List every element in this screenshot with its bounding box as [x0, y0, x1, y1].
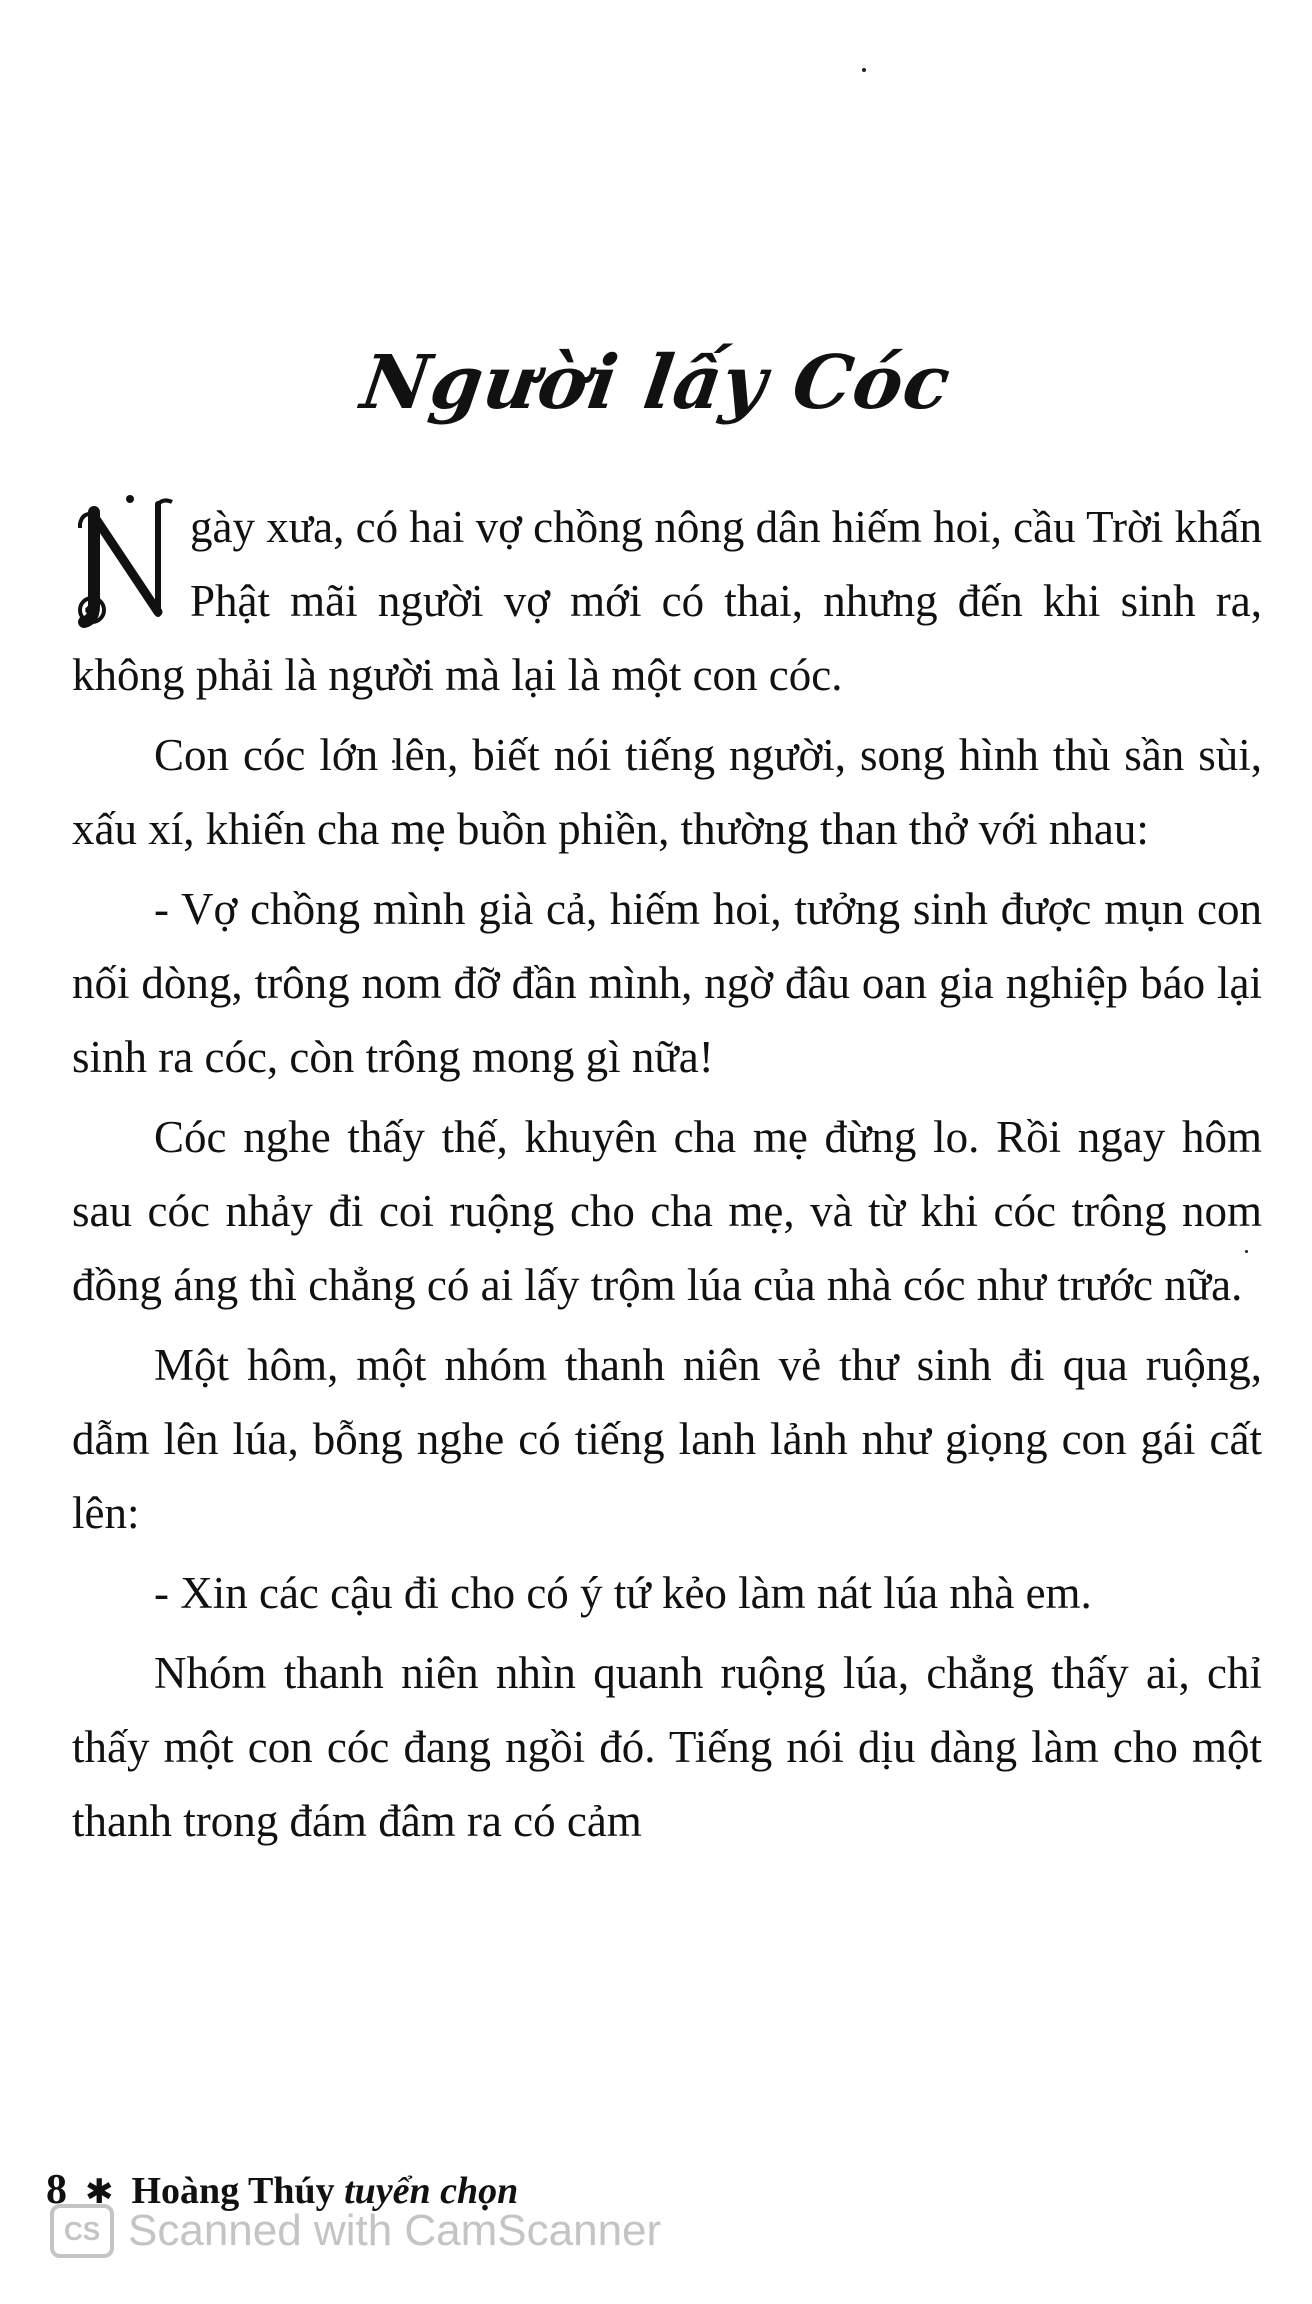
paragraph-3: - Vợ chồng mình già cả, hiếm hoi, tưởng sinh được mụn con nối dòng, trông nom đỡ đần mình, ngờ đâu oan gia nghiệp báo lại sinh ra cóc, còn trông mong gì nữa! — [72, 884, 1262, 1082]
paragraph-2: Con cóc lớn lên, biết nói tiếng người, song hình thù sần sùi, xấu xí, khiến cha mẹ buồn phiền, thường than thở với nhau: — [72, 730, 1262, 854]
scan-speck — [862, 68, 866, 72]
paragraph-6: - Xin các cậu đi cho có ý tứ kẻo làm nát lúa nhà em. — [154, 1568, 1092, 1618]
page-number: 8 — [46, 2167, 67, 2213]
story-body — [72, 490, 1262, 1858]
ornate-dropcap-icon — [72, 494, 182, 634]
camscanner-logo-icon: CS — [50, 2204, 114, 2258]
star-icon: ✱ — [85, 2174, 114, 2211]
paragraph-5: Một hôm, một nhóm thanh niên vẻ thư sinh đi qua ruộng, dẫm lên lúa, bỗng nghe có tiếng lanh lảnh như giọng con gái cất lên: — [72, 1340, 1262, 1538]
watermark-text: Scanned with CamScanner — [128, 2206, 662, 2255]
editor-role: tuyển chọn — [344, 2170, 519, 2212]
scanner-watermark — [50, 2204, 661, 2258]
story-title: Người lấy Cóc — [356, 339, 956, 426]
paragraph-4: Cóc nghe thấy thế, khuyên cha mẹ đừng lo. Rồi ngay hôm sau cóc nhảy đi coi ruộng cho cha mẹ, và từ khi cóc trông nom đồng áng thì chẳng có ai lấy trộm lúa của nhà cóc như trước nữa. — [72, 1112, 1262, 1310]
author-name: Hoàng Thúy — [131, 2170, 335, 2212]
paragraph-1: gày xưa, có hai vợ chồng nông dân hiếm hoi, cầu Trời khấn Phật mãi người vợ mới có thai, nhưng đến khi sinh ra, không phải là người mà lại là một con cóc. — [72, 490, 1262, 712]
dropcap — [72, 494, 182, 634]
paragraph-7: Nhóm thanh niên nhìn quanh ruộng lúa, chẳng thấy ai, chỉ thấy một con cóc đang ngồi đó. Tiếng nói dịu dàng làm cho một thanh trong đám đâm ra có cảm — [72, 1648, 1262, 1846]
